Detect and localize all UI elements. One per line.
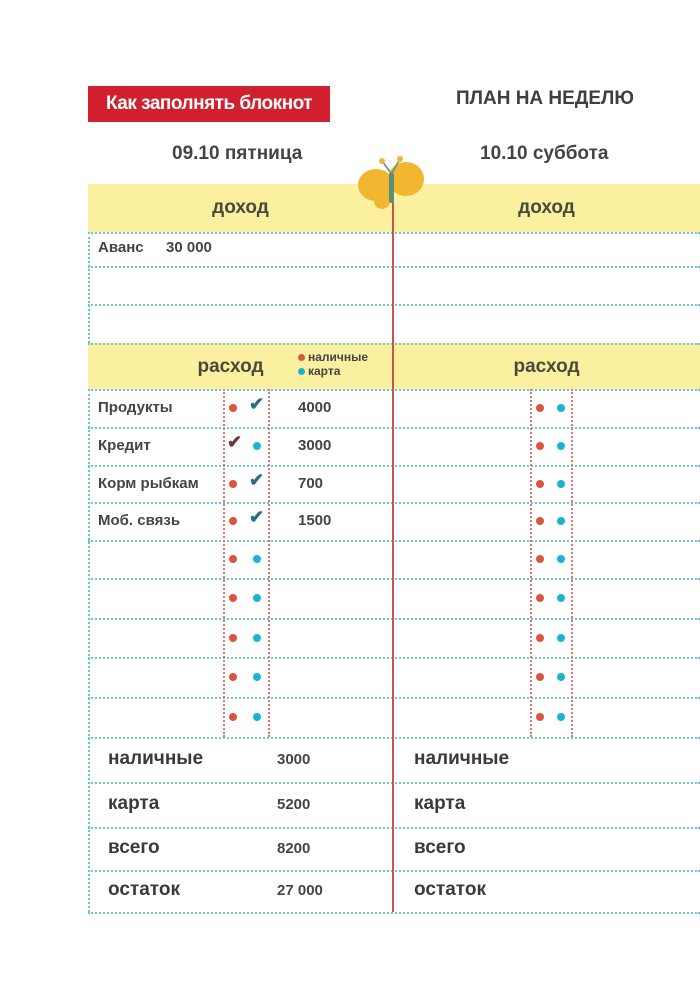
card-dot-icon xyxy=(253,555,261,563)
cash-dot-icon xyxy=(536,713,544,721)
total-label: наличные xyxy=(108,747,204,769)
expense-band xyxy=(88,343,700,389)
card-dot-icon xyxy=(557,634,565,642)
card-dot-icon xyxy=(253,673,261,681)
legend-card: карта xyxy=(308,364,341,378)
total-value: 3000 xyxy=(277,750,311,768)
cash-dot-icon xyxy=(229,713,237,721)
row-divider xyxy=(88,657,700,659)
legend xyxy=(298,350,368,378)
legend-cash: наличные xyxy=(308,350,369,364)
row-divider xyxy=(88,912,700,914)
total-value: 27 000 xyxy=(277,882,323,899)
row-divider xyxy=(88,618,700,620)
method-column-divider xyxy=(571,389,573,737)
total-label: остаток xyxy=(108,879,180,900)
expense-name: Кредит xyxy=(98,437,151,454)
method-column-divider xyxy=(268,389,270,737)
expense-name: Продукты xyxy=(98,399,173,416)
row-divider xyxy=(88,343,700,345)
row-divider xyxy=(88,870,700,872)
checkmark-icon: ✔ xyxy=(249,394,265,414)
row-divider xyxy=(88,502,700,504)
card-dot-icon xyxy=(557,594,565,602)
day2-expense-label: расход xyxy=(513,356,580,377)
expense-amount: 3000 xyxy=(298,437,332,454)
total-label: всего xyxy=(108,836,160,858)
cash-dot-icon xyxy=(536,594,544,602)
total-label: карта xyxy=(108,792,160,814)
center-divider xyxy=(392,180,394,912)
row-divider xyxy=(88,578,700,580)
card-dot-icon xyxy=(557,442,565,450)
cash-dot-icon xyxy=(536,480,544,488)
checkmark-icon: ✔ xyxy=(227,432,243,452)
row-divider xyxy=(88,827,700,829)
row-divider xyxy=(88,540,700,542)
expense-amount: 4000 xyxy=(298,399,332,416)
checkmark-icon: ✔ xyxy=(249,507,265,527)
cash-dot-icon xyxy=(536,555,544,563)
row-divider xyxy=(88,737,700,739)
checkmark-icon: ✔ xyxy=(249,469,265,490)
total-label: наличные xyxy=(414,747,510,769)
row-divider xyxy=(88,232,700,234)
row-divider xyxy=(88,465,700,467)
cash-dot-icon xyxy=(536,634,544,642)
day2-income-label: доход xyxy=(518,197,575,218)
cash-dot-icon xyxy=(536,673,544,681)
total-label: остаток xyxy=(414,879,486,900)
howto-banner: Как заполнять блокнот xyxy=(88,86,330,122)
cash-dot-icon xyxy=(229,634,237,642)
total-value: 8200 xyxy=(277,839,311,857)
row-divider xyxy=(88,266,700,268)
card-dot-icon xyxy=(557,517,565,525)
income-amount: 30 000 xyxy=(166,239,212,256)
card-dot-icon xyxy=(557,555,565,563)
left-border xyxy=(88,232,90,343)
day1-income-label: доход xyxy=(212,197,269,218)
row-divider xyxy=(88,389,700,391)
income-name: Аванс xyxy=(98,239,144,256)
expense-name: Моб. связь xyxy=(98,512,181,529)
cash-dot-icon xyxy=(229,404,237,412)
card-dot-icon xyxy=(253,713,261,721)
row-divider xyxy=(88,304,700,306)
card-dot-icon xyxy=(253,594,261,602)
expense-amount: 700 xyxy=(298,474,324,492)
card-dot-icon xyxy=(253,634,261,642)
butterfly-icon xyxy=(352,155,428,215)
cash-dot-icon xyxy=(229,594,237,602)
row-divider xyxy=(88,697,700,699)
total-value: 5200 xyxy=(277,795,311,813)
cash-dot-icon xyxy=(536,442,544,450)
method-column-divider xyxy=(530,389,532,737)
cash-dot-icon xyxy=(536,517,544,525)
cash-dot-icon xyxy=(536,404,544,412)
left-border xyxy=(88,389,90,912)
cash-dot-icon xyxy=(229,673,237,681)
method-column-divider xyxy=(223,389,225,737)
row-divider xyxy=(88,427,700,429)
cash-dot-icon xyxy=(229,555,237,563)
total-label: всего xyxy=(414,836,466,858)
row-divider xyxy=(88,782,700,784)
day1-expense-label: расход xyxy=(197,356,264,377)
day2-date: 10.10 суббота xyxy=(480,143,609,164)
cash-dot-icon xyxy=(229,517,237,525)
total-label: карта xyxy=(414,792,466,814)
day1-date: 09.10 пятница xyxy=(172,143,303,164)
card-dot-icon xyxy=(253,442,261,450)
cash-dot-icon xyxy=(229,480,237,488)
expense-name: Корм рыбкам xyxy=(98,474,199,492)
expense-amount: 1500 xyxy=(298,512,332,529)
card-dot-icon xyxy=(557,713,565,721)
card-dot-icon xyxy=(557,480,565,488)
plan-title: ПЛАН НА НЕДЕЛЮ xyxy=(456,88,634,109)
card-dot-icon xyxy=(557,673,565,681)
card-dot-icon xyxy=(557,404,565,412)
